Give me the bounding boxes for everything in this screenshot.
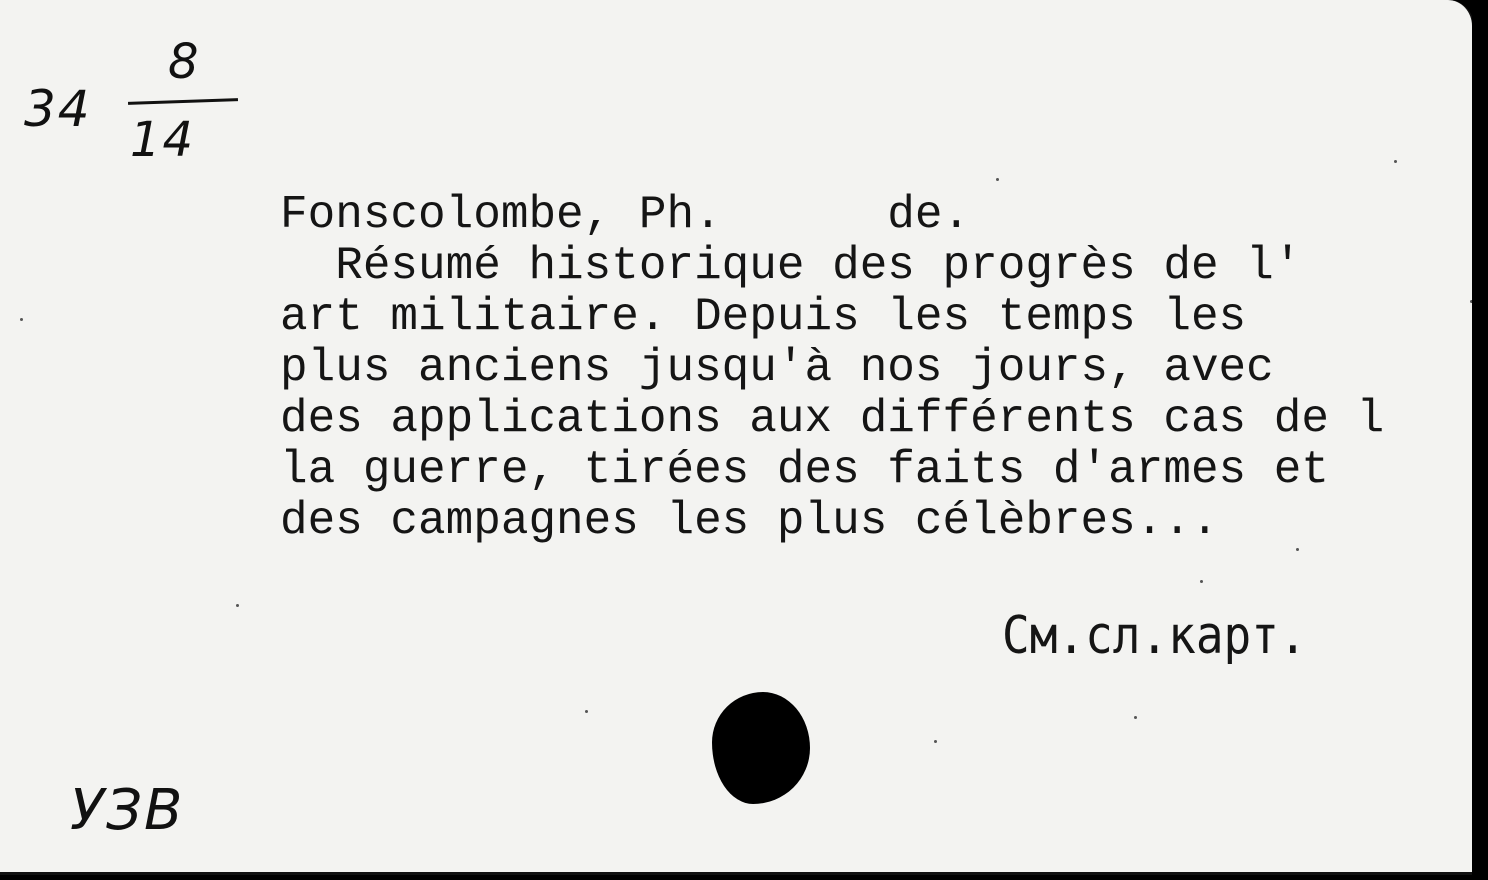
location-code: УЗВ xyxy=(70,778,185,843)
call-number-numerator: 8 xyxy=(168,34,201,90)
see-next-card-note: См.сл.карт. xyxy=(1002,604,1307,666)
dust-speck xyxy=(1134,716,1137,719)
dust-speck xyxy=(1394,160,1397,163)
scan-border xyxy=(1472,0,1488,880)
title-line: des campagnes les plus célèbres... xyxy=(280,495,1219,547)
title-line: la guerre, tirées des faits d'armes et xyxy=(280,444,1329,496)
dust-speck xyxy=(585,710,588,713)
dust-speck xyxy=(934,740,937,743)
dust-speck xyxy=(1200,580,1203,583)
dust-speck xyxy=(236,604,239,607)
title-line: art militaire. Depuis les temps les xyxy=(280,291,1247,343)
title-line: des applications aux différents cas de l xyxy=(280,393,1385,445)
call-number-fraction-bar xyxy=(128,98,238,105)
author-line: Fonscolombe, Ph. de. xyxy=(280,189,971,241)
title-line: Résumé historique des progrès de l' xyxy=(280,240,1302,292)
bibliographic-entry xyxy=(280,190,1474,547)
dust-speck xyxy=(1296,548,1299,551)
call-number-denominator: 14 xyxy=(130,112,196,168)
call-number-prefix: 34 xyxy=(24,80,92,138)
dust-speck xyxy=(996,178,999,181)
dust-speck xyxy=(20,318,23,321)
title-line: plus anciens jusqu'à nos jours, avec xyxy=(280,342,1274,394)
punch-hole xyxy=(712,692,810,804)
